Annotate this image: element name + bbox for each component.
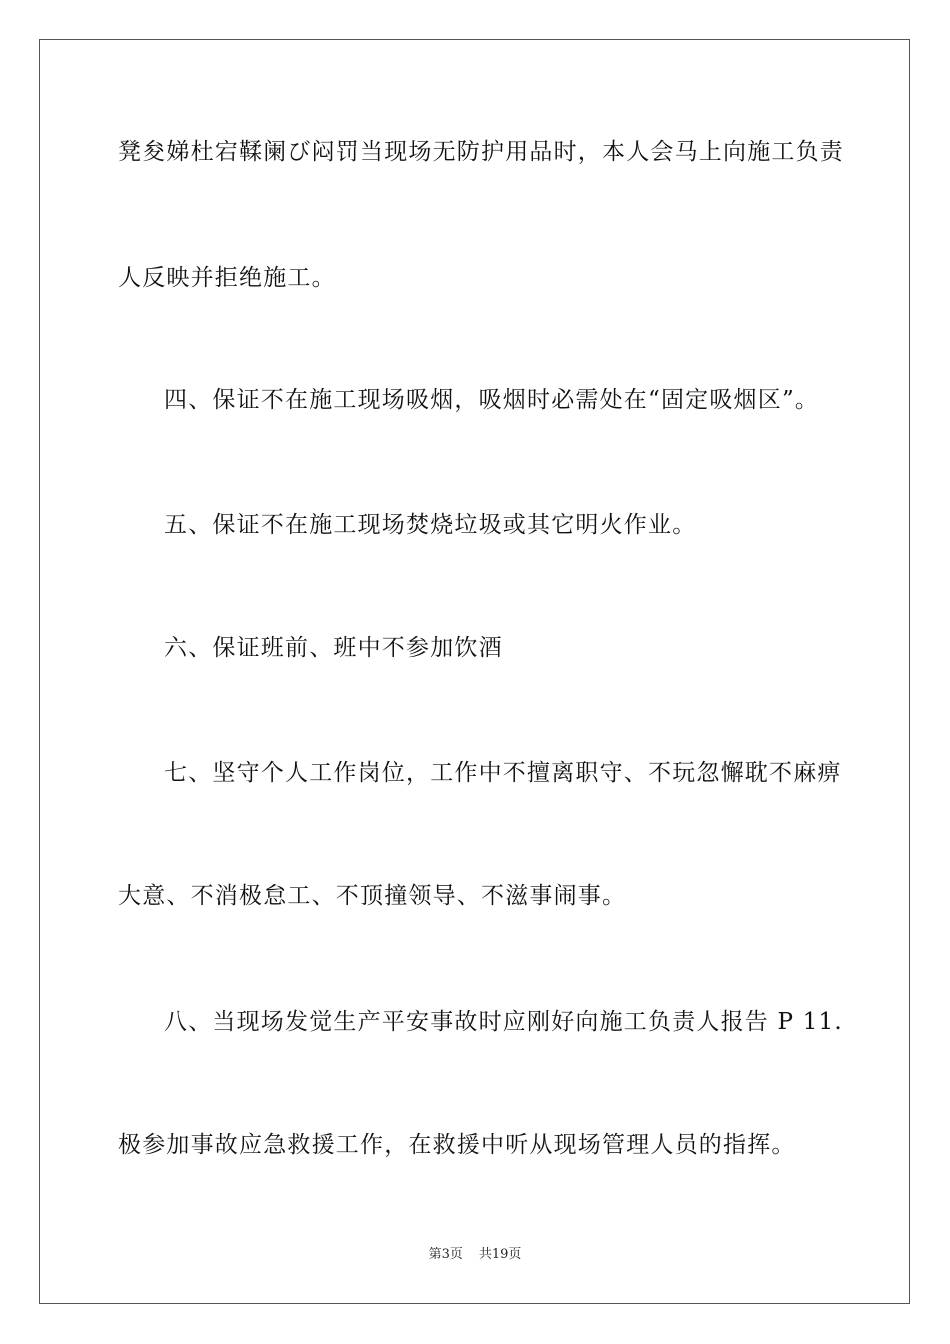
body-text-line: 大意、不消极怠工、不顶撞领导、不滋事闹事。 (118, 883, 627, 909)
page-total: 共19页 (478, 1247, 522, 1262)
body-text-line: 五、保证不在施工现场焚烧垃圾或其它明火作业。 (164, 512, 697, 538)
body-text-line: 人反映并拒绝施工。 (118, 265, 336, 291)
body-text-line: 凳夋娣杜宕鞣阑び闷罚当现场无防护用品时，本人会马上向施工负责 (118, 139, 844, 165)
page-footer (0, 1246, 950, 1264)
body-text-line: 极参加事故应急救援工作，在救援中听从现场管理人员的指挥。 (118, 1132, 796, 1158)
body-text-line: 七、坚守个人工作岗位，工作中不擅离职守、不玩忽懈耽不麻痹 (164, 760, 842, 786)
page-number: 第3页 (428, 1247, 463, 1262)
body-text-line: 八、当现场发觉生产平安事故时应刚好向施工负责人报告 P 11. (164, 1009, 843, 1035)
body-text-line: 四、保证不在施工现场吸烟，吸烟时必需处在“固定吸烟区”。 (164, 387, 820, 413)
page-border (39, 39, 910, 1304)
body-text-line: 六、保证班前、班中不参加饮酒 (164, 635, 503, 661)
